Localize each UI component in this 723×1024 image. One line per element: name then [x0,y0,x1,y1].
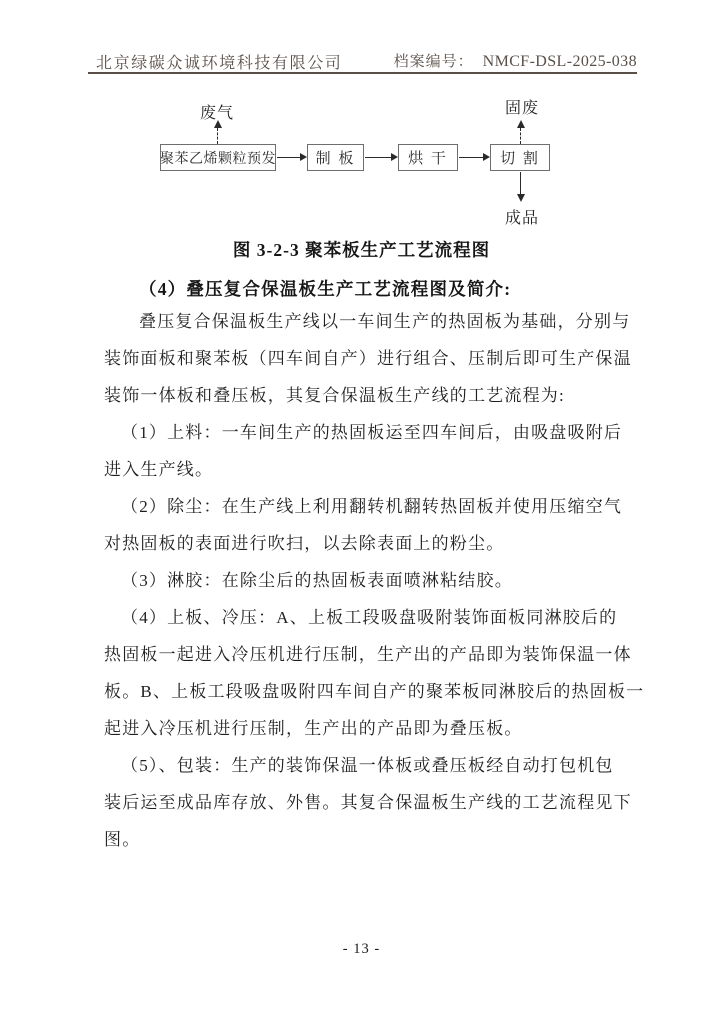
flowchart-node-cutting: 切 割 [490,144,550,171]
section-heading: （4）叠压复合保温板生产工艺流程图及简介: [139,279,512,299]
flowchart-node-board-making: 制 板 [307,144,364,171]
solid-arrow-down-icon [520,172,521,194]
header-archive-number [394,50,637,71]
text-line: 板。B、上板工段吸盘吸附四车间自产的聚苯板同淋胶后的热固板一 [104,682,645,701]
header-company-name: 北京绿碳众诚环境科技有限公司 [96,55,343,72]
flowchart-waste-gas-label: 废气 [200,105,235,122]
paragraph-step-5-packing [104,747,639,858]
figure-caption: 图 3-2-3 聚苯板生产工艺流程图 [232,240,491,260]
text-line: 进入生产线。 [104,460,214,479]
text-line: （4）上板、冷压：A、上板工段吸盘吸附装饰面板同淋胶后的 [121,608,618,627]
flowchart-solid-waste-label: 固废 [505,100,540,117]
text-line: （1）上料：一车间生产的热固板运至四车间后，由吸盘吸附后 [121,423,623,442]
text-line: 起进入冷压机进行压制，生产出的产品即为叠压板。 [104,719,523,738]
flow-arrow-right-icon [459,157,483,158]
flowchart-product-label: 成品 [505,210,540,227]
archive-number-value: NMCF-DSL-2025-038 [482,53,637,70]
text-line: （5）、包装：生产的装饰保温一体板或叠压板经自动打包机包 [121,756,614,775]
paragraph-step-1-loading [104,414,639,488]
header-rule [88,72,637,74]
text-line: 叠压复合保温板生产线以一车间生产的热固板为基础，分别与 [139,312,631,331]
archive-number-label: 档案编号： [393,54,474,70]
flowchart-node-pre-expansion: 聚苯乙烯颗粒预发 [160,144,276,171]
flow-arrow-right-icon [277,157,300,158]
text-line: 图。 [104,830,141,849]
text-line: （3）淋胶：在除尘后的热固板表面喷淋粘结胶。 [121,571,513,590]
body-text-block [104,303,645,858]
paragraph-intro [104,303,639,414]
dashed-arrow-up-icon [520,128,521,144]
text-line: （2）除尘：在生产线上利用翻转机翻转热固板并使用压缩空气 [121,497,623,516]
text-line: 装饰面板和聚苯板（四车间自产）进行组合、压制后即可生产保温 [104,349,632,368]
text-line: 对热固板的表面进行吹扫，以去除表面上的粉尘。 [104,534,505,553]
paragraph-step-4-pressing [104,599,645,747]
paragraph-step-2-dedusting [104,488,639,562]
text-line: 装后运至成品库存放、外售。其复合保温板生产线的工艺流程见下 [104,793,632,812]
text-line: 装饰一体板和叠压板，其复合保温板生产线的工艺流程为: [104,386,565,405]
text-line: 热固板一起进入冷压机进行压制，生产出的产品即为装饰保温一体 [104,645,632,664]
flow-arrow-right-icon [365,157,391,158]
dashed-arrow-up-icon [217,128,218,144]
paragraph-step-3-gluing [104,562,639,599]
flowchart-node-drying: 烘 干 [398,144,458,171]
page-number: - 13 - [342,941,381,957]
